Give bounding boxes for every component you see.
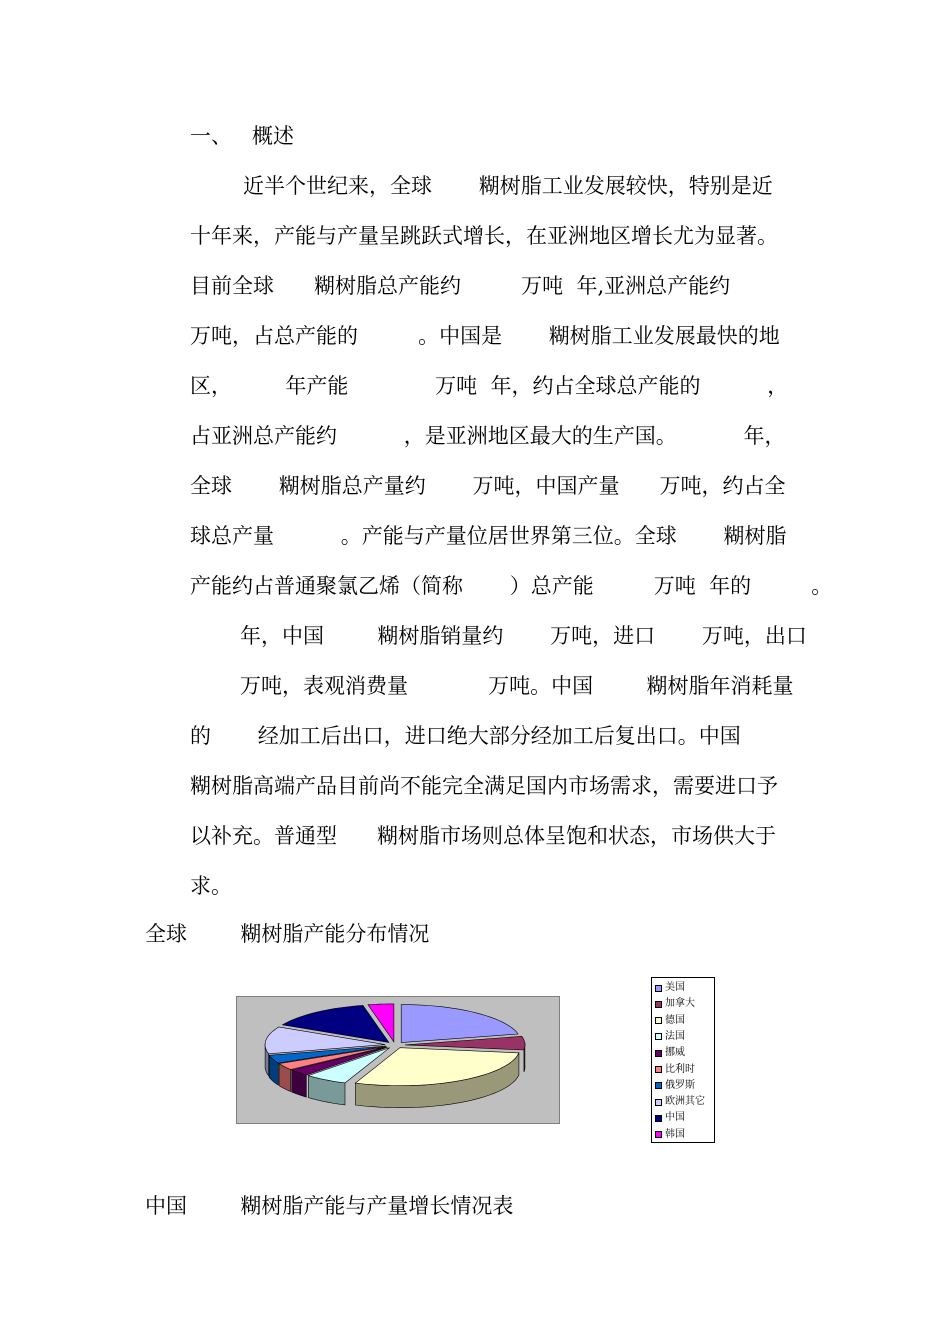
legend-swatch <box>655 1115 662 1122</box>
paragraph-line: 近半个世纪来，全球 糊树脂工业发展较快，特别是近 <box>243 174 773 198</box>
paragraph-line: 产能约占普通聚氯乙烯（简称 ）总产能 万吨 年的 。 <box>190 574 833 598</box>
legend-item <box>655 997 695 1011</box>
legend-item <box>655 1046 685 1060</box>
legend-item <box>655 1128 685 1142</box>
paragraph-line: 以补充。普通型 糊树脂市场则总体呈饱和状态，市场供大于 <box>190 824 777 848</box>
paragraph-line: 年，中国 糊树脂销量约 万吨，进口 万吨，出口 <box>240 624 807 648</box>
legend-label: 美国 <box>665 982 685 993</box>
legend-swatch <box>655 985 662 992</box>
legend-label: 德国 <box>665 1014 685 1026</box>
legend-swatch <box>655 1050 662 1057</box>
legend-item <box>655 1079 695 1093</box>
legend-swatch <box>655 1001 662 1008</box>
paragraph-line: 的 经加工后出口，进口绝大部分经加工后复出口。中国 <box>190 724 741 748</box>
legend-label: 俄罗斯 <box>665 1079 695 1091</box>
legend-item <box>655 1014 685 1028</box>
legend-swatch <box>655 1082 662 1089</box>
pie-slice-0 <box>401 1005 518 1043</box>
section-heading: 一、 概述 <box>190 124 295 148</box>
legend-label: 挪威 <box>665 1047 685 1059</box>
paragraph-line: 全球 糊树脂总产量约 万吨，中国产量 万吨，约占全 <box>190 474 786 498</box>
legend-swatch <box>655 1017 662 1024</box>
pie-chart-svg <box>237 997 559 1123</box>
paragraph-line: 求。 <box>190 874 232 898</box>
legend-item <box>655 981 685 995</box>
pie-slice-2 <box>355 1048 519 1108</box>
legend-label: 中国 <box>665 1112 685 1124</box>
chart-caption: 全球 糊树脂产能分布情况 <box>145 922 430 946</box>
legend-item <box>655 1095 705 1109</box>
legend-item <box>655 1030 685 1044</box>
paragraph-line: 目前全球 糊树脂总产能约 万吨 年,亚洲总产能约 <box>190 274 731 298</box>
pie-chart <box>236 996 560 1124</box>
legend-label: 法国 <box>665 1030 685 1042</box>
paragraph-line: 万吨，表观消费量 万吨。中国 糊树脂年消耗量 <box>240 674 794 698</box>
table-caption: 中国 糊树脂产能与产量增长情况表 <box>145 1194 514 1218</box>
legend-swatch <box>655 1131 662 1138</box>
legend-label: 加拿大 <box>665 998 695 1010</box>
paragraph-line: 球总产量 。产能与产量位居世界第三位。全球 糊树脂 <box>190 524 787 548</box>
chart-legend <box>651 977 715 1143</box>
paragraph-line: 区， 年产能 万吨 年，约占全球总产能的 ， <box>190 374 789 398</box>
legend-item <box>655 1063 695 1077</box>
legend-label: 欧洲其它 <box>665 1096 705 1108</box>
paragraph-line: 占亚洲总产能约 ，是亚洲地区最大的生产国。 年， <box>190 424 786 448</box>
paragraph-line: 万吨，占总产能的 。中国是 糊树脂工业发展最快的地 <box>190 324 780 348</box>
legend-swatch <box>655 1066 662 1073</box>
legend-swatch <box>655 1033 662 1040</box>
paragraph-line: 糊树脂高端产品目前尚不能完全满足国内市场需求，需要进口予 <box>190 774 778 798</box>
legend-label: 比利时 <box>665 1063 695 1075</box>
legend-item <box>655 1111 685 1125</box>
legend-label: 韩国 <box>665 1128 685 1140</box>
paragraph-line: 十年来，产能与产量呈跳跃式增长，在亚洲地区增长尤为显著。 <box>190 224 778 248</box>
legend-swatch <box>655 1099 662 1106</box>
